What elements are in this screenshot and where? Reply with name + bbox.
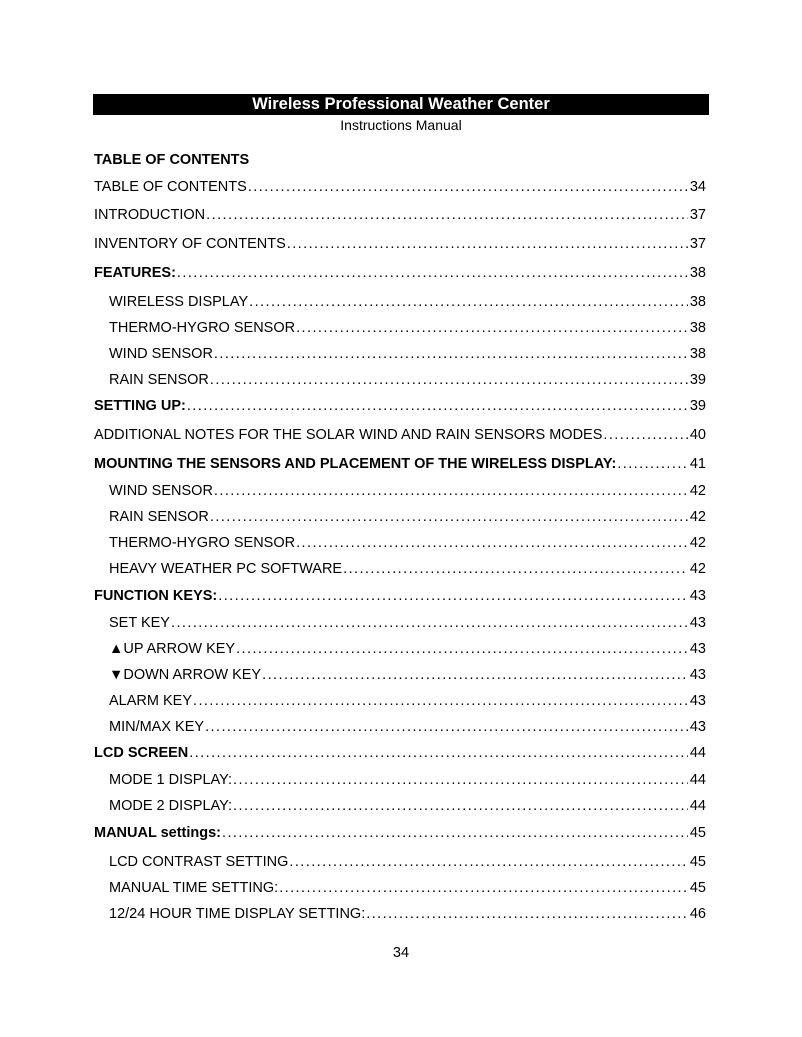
toc-dot-leader — [289, 852, 687, 872]
toc-dot-leader — [210, 507, 688, 527]
toc-entry-page: 40 — [689, 427, 706, 443]
toc-entry[interactable] — [94, 177, 706, 197]
toc-heading: TABLE OF CONTENTS — [94, 152, 250, 168]
toc-entry-title: MODE 1 DISPLAY: — [109, 772, 233, 788]
toc-dot-leader — [248, 177, 688, 197]
toc-entry[interactable] — [109, 318, 706, 338]
toc-dot-leader — [279, 878, 688, 898]
toc-entry-page: 45 — [689, 825, 706, 841]
toc-dot-leader — [187, 396, 688, 416]
toc-entry[interactable] — [109, 507, 706, 527]
toc-entry-page: 37 — [689, 207, 706, 223]
toc-entry-page: 42 — [689, 561, 706, 577]
toc-entry-page: 41 — [689, 456, 706, 472]
toc-entry-page: 38 — [689, 320, 706, 336]
toc-entry-title: WIND SENSOR — [109, 346, 213, 362]
toc-entry[interactable] — [109, 770, 706, 790]
toc-entry[interactable] — [109, 481, 706, 501]
toc-entry[interactable] — [109, 665, 706, 685]
toc-entry-title: LCD CONTRAST SETTING — [109, 854, 289, 870]
toc-entry[interactable] — [109, 691, 706, 711]
toc-dot-leader — [205, 717, 688, 737]
toc-dot-leader — [214, 344, 688, 364]
toc-entry-title: INTRODUCTION — [94, 207, 206, 223]
toc-entry[interactable] — [109, 639, 706, 659]
toc-entry-page: 43 — [689, 615, 706, 631]
toc-entry[interactable] — [94, 454, 706, 474]
toc-entry-page: 38 — [689, 294, 706, 310]
toc-entry[interactable] — [109, 878, 706, 898]
toc-entry[interactable] — [94, 823, 706, 843]
toc-entry-title: TABLE OF CONTENTS — [94, 179, 247, 195]
toc-dot-leader — [236, 639, 688, 659]
toc-dot-leader — [343, 559, 688, 579]
toc-entry-title: FEATURES: — [94, 265, 176, 281]
toc-entry[interactable] — [94, 205, 706, 225]
toc-entry-page: 44 — [689, 798, 706, 814]
toc-entry[interactable] — [94, 263, 706, 283]
toc-entry[interactable] — [94, 425, 706, 445]
toc-entry-title: MOUNTING THE SENSORS AND PLACEMENT OF THE WIRELESS DISPLAY: — [94, 456, 617, 472]
toc-entry-title: HEAVY WEATHER PC SOFTWARE — [109, 561, 343, 577]
toc-entry[interactable] — [109, 559, 706, 579]
toc-entry-page: 37 — [689, 236, 706, 252]
toc-entry-title: MANUAL TIME SETTING: — [109, 880, 279, 896]
toc-entry[interactable] — [109, 292, 706, 312]
toc-dot-leader — [218, 586, 688, 606]
toc-entry-title: FUNCTION KEYS: — [94, 588, 218, 604]
toc-entry-title: WIRELESS DISPLAY — [109, 294, 249, 310]
toc-entry[interactable] — [109, 533, 706, 553]
toc-dot-leader — [617, 454, 688, 474]
toc-entry-title: RAIN SENSOR — [109, 372, 209, 388]
toc-entry-title: ALARM KEY — [109, 693, 192, 709]
toc-entry-title: ▲UP ARROW KEY — [109, 641, 236, 657]
document-subtitle: Instructions Manual — [340, 117, 462, 133]
toc-entry-page: 42 — [689, 483, 706, 499]
toc-dot-leader — [214, 481, 688, 501]
toc-entry-title: ADDITIONAL NOTES FOR THE SOLAR WIND AND RAIN SENSORS MODES — [94, 427, 603, 443]
toc-dot-leader — [262, 665, 688, 685]
toc-entry-page: 42 — [689, 535, 706, 551]
toc-entry-title: MODE 2 DISPLAY: — [109, 798, 233, 814]
toc-entry[interactable] — [109, 344, 706, 364]
toc-entry-page: 42 — [689, 509, 706, 525]
document-title-banner — [93, 94, 709, 115]
toc-entry-page: 43 — [689, 667, 706, 683]
toc-entry-page: 34 — [689, 179, 706, 195]
toc-entry-title: SET KEY — [109, 615, 170, 631]
toc-entry-page: 45 — [689, 854, 706, 870]
toc-entry-title: SETTING UP: — [94, 398, 186, 414]
page-number: 34 — [392, 945, 410, 961]
toc-entry-title: THERMO-HYGRO SENSOR — [109, 535, 296, 551]
document-title: Wireless Professional Weather Center — [252, 95, 550, 113]
toc-entry[interactable] — [109, 796, 706, 816]
toc-entry-page: 43 — [689, 719, 706, 735]
toc-dot-leader — [171, 613, 688, 633]
toc-dot-leader — [249, 292, 688, 312]
toc-dot-leader — [210, 370, 688, 390]
toc-dot-leader — [222, 823, 688, 843]
toc-dot-leader — [296, 318, 688, 338]
toc-entry-title: THERMO-HYGRO SENSOR — [109, 320, 296, 336]
toc-entry-page: 44 — [689, 745, 706, 761]
toc-entry-title: RAIN SENSOR — [109, 509, 209, 525]
toc-entry-title: 12/24 HOUR TIME DISPLAY SETTING: — [109, 906, 366, 922]
toc-entry-title: MIN/MAX KEY — [109, 719, 205, 735]
toc-entry-page: 46 — [689, 906, 706, 922]
toc-dot-leader — [296, 533, 688, 553]
toc-entry-page: 43 — [689, 588, 706, 604]
toc-entry-page: 38 — [689, 265, 706, 281]
toc-entry[interactable] — [94, 234, 706, 254]
toc-entry-title: INVENTORY OF CONTENTS — [94, 236, 286, 252]
toc-entry[interactable] — [109, 717, 706, 737]
toc-entry-title: WIND SENSOR — [109, 483, 213, 499]
toc-entry-page: 43 — [689, 641, 706, 657]
toc-entry-page: 38 — [689, 346, 706, 362]
toc-dot-leader — [189, 743, 688, 763]
toc-dot-leader — [177, 263, 688, 283]
toc-entry-page: 39 — [689, 398, 706, 414]
toc-entry-page: 44 — [689, 772, 706, 788]
toc-dot-leader — [287, 234, 688, 254]
toc-dot-leader — [233, 770, 688, 790]
toc-dot-leader — [603, 425, 687, 445]
toc-entry-page: 39 — [689, 372, 706, 388]
toc-entry-title: ▼DOWN ARROW KEY — [109, 667, 262, 683]
toc-entry[interactable] — [109, 852, 706, 872]
toc-entry-title: LCD SCREEN — [94, 745, 189, 761]
toc-entry-page: 43 — [689, 693, 706, 709]
toc-entry[interactable] — [94, 586, 706, 606]
toc-dot-leader — [233, 796, 688, 816]
toc-dot-leader — [206, 205, 688, 225]
toc-dot-leader — [366, 904, 688, 924]
toc-entry[interactable] — [109, 613, 706, 633]
toc-entry[interactable] — [94, 743, 706, 763]
toc-entry-page: 45 — [689, 880, 706, 896]
toc-entry-title: MANUAL settings: — [94, 825, 222, 841]
toc-entry[interactable] — [109, 370, 706, 390]
toc-entry[interactable] — [109, 904, 706, 924]
toc-entry[interactable] — [94, 396, 706, 416]
toc-dot-leader — [193, 691, 688, 711]
